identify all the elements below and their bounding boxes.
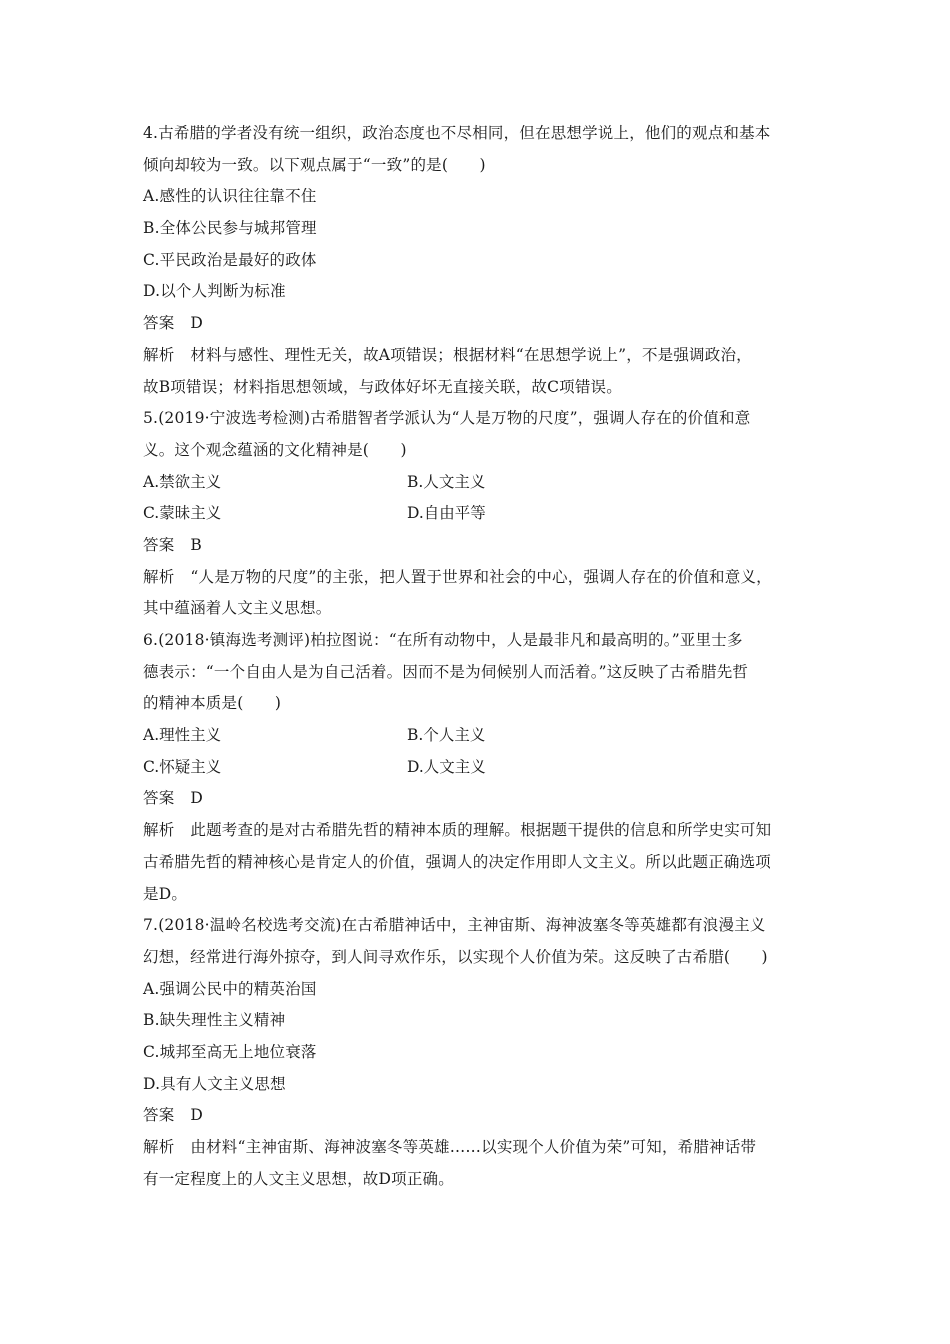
answer-label: 答案 bbox=[143, 1106, 175, 1125]
analysis-label: 解析 bbox=[143, 345, 175, 364]
option-c: C.蒙昧主义 bbox=[143, 504, 222, 523]
analysis-text: 材料与感性、理性无关，故A项错误；根据材料“在思想学说上”，不是强调政治， bbox=[190, 345, 752, 364]
option-c: C.平民政治是最好的政体 bbox=[143, 250, 317, 269]
answer-value: D bbox=[190, 314, 204, 333]
option-a: A.强调公民中的精英治国 bbox=[143, 979, 317, 998]
analysis-text: 故B项错误；材料指思想领域，与政体好坏无直接关联，故C项错误。 bbox=[143, 377, 622, 396]
analysis-label: 解析 bbox=[143, 567, 175, 586]
option-a: A.理性主义 bbox=[143, 726, 222, 745]
answer-line bbox=[143, 1100, 815, 1132]
analysis-text: 其中蕴涵着人文主义思想。 bbox=[143, 599, 332, 618]
analysis-text: 古希腊先哲的精神核心是肯定人的价值，强调人的决定作用即人文主义。所以此题正确选项 bbox=[143, 852, 772, 871]
analysis-label: 解析 bbox=[143, 821, 175, 840]
analysis-line bbox=[143, 1132, 815, 1164]
option-b: B.全体公民参与城邦管理 bbox=[143, 219, 317, 238]
option-d: D.人文主义 bbox=[407, 757, 486, 776]
question-stem-line: 德表示：“一个自由人是为自己活着。因而不是为伺候别人而活着。”这反映了古希腊先哲 bbox=[143, 662, 749, 681]
answer-label: 答案 bbox=[143, 535, 175, 554]
answer-value: B bbox=[190, 535, 202, 554]
option-d: D.以个人判断为标准 bbox=[143, 282, 286, 301]
question-6 bbox=[143, 625, 815, 910]
option-b: B.缺失理性主义精神 bbox=[143, 1011, 286, 1030]
question-stem-line: 5.(2019·宁波选考检测)古希腊智者学派认为“人是万物的尺度”，强调人存在的价值和意 bbox=[143, 409, 751, 428]
analysis-text: 由材料“主神宙斯、海神波塞冬等英雄……以实现个人价值为荣”可知，希腊神话带 bbox=[190, 1138, 757, 1156]
question-stem-line: 6.(2018·镇海选考测评)柏拉图说：“在所有动物中，人是最非凡和最高明的。”亚里士多 bbox=[143, 631, 743, 649]
analysis-text: 此题考查的是对古希腊先哲的精神本质的理解。根据题干提供的信息和所学史实可知 bbox=[190, 821, 772, 840]
analysis-line bbox=[143, 562, 815, 594]
option-b: B.人文主义 bbox=[407, 472, 486, 491]
analysis-text: 是D。 bbox=[143, 884, 188, 903]
option-row bbox=[143, 720, 815, 752]
option-d: D.具有人文主义思想 bbox=[143, 1074, 286, 1093]
question-stem-line: 倾向却较为一致。以下观点属于“一致”的是( ) bbox=[143, 155, 486, 174]
question-stem-line: 7.(2018·温岭名校选考交流)在古希腊神话中，主神宙斯、海神波塞冬等英雄都有浪漫主义 bbox=[143, 916, 766, 935]
answer-label: 答案 bbox=[143, 789, 175, 808]
option-d: D.自由平等 bbox=[407, 504, 486, 523]
option-c: C.怀疑主义 bbox=[143, 757, 222, 776]
option-a: A.感性的认识往往靠不住 bbox=[143, 187, 317, 206]
analysis-label: 解析 bbox=[143, 1138, 175, 1156]
answer-line bbox=[143, 783, 815, 815]
question-4 bbox=[143, 118, 815, 403]
answer-line bbox=[143, 308, 815, 340]
analysis-line bbox=[143, 340, 815, 372]
option-b: B.个人主义 bbox=[407, 726, 486, 745]
analysis-text: “人是万物的尺度”的主张，把人置于世界和社会的中心，强调人存在的价值和意义， bbox=[190, 567, 772, 586]
answer-label: 答案 bbox=[143, 314, 175, 333]
option-row bbox=[143, 498, 815, 530]
option-row bbox=[143, 467, 815, 499]
question-5 bbox=[143, 403, 815, 625]
option-a: A.禁欲主义 bbox=[143, 472, 222, 491]
answer-line bbox=[143, 530, 815, 562]
question-7 bbox=[143, 910, 815, 1195]
analysis-text: 有一定程度上的人文主义思想，故D项正确。 bbox=[143, 1169, 454, 1188]
answer-value: D bbox=[190, 789, 204, 808]
option-row bbox=[143, 752, 815, 784]
option-c: C.城邦至高无上地位衰落 bbox=[143, 1042, 317, 1061]
question-stem-line: 的精神本质是( ) bbox=[143, 694, 282, 713]
question-stem-line: 4.古希腊的学者没有统一组织，政治态度也不尽相同，但在思想学说上，他们的观点和基本 bbox=[143, 124, 771, 142]
answer-value: D bbox=[190, 1106, 204, 1125]
analysis-line bbox=[143, 815, 815, 847]
question-stem-line: 幻想，经常进行海外掠夺，到人间寻欢作乐，以实现个人价值为荣。这反映了古希腊( ) bbox=[143, 947, 768, 966]
document-page bbox=[143, 118, 815, 1195]
question-stem-line: 义。这个观念蕴涵的文化精神是( ) bbox=[143, 440, 407, 459]
